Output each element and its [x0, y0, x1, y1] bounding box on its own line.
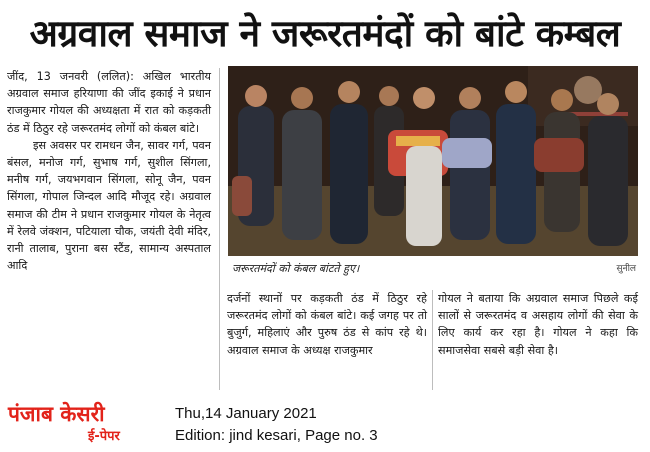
photo-caption: जरूरतमंदों को कंबल बांटते हुए। — [232, 262, 360, 275]
headline: अग्रवाल समाज ने जरूरतमंदों को बांटे कम्बल — [29, 12, 621, 55]
photo-credit: सुनील — [616, 264, 636, 274]
article-column-3 — [438, 290, 638, 359]
article-column-2 — [227, 290, 427, 359]
column-divider — [219, 68, 220, 390]
photo-illustration — [228, 66, 638, 256]
newspaper-logo: पंजाब केसरी — [8, 402, 105, 426]
article-paragraph: जींद, 13 जनवरी (ललित): अखिल भारतीय अग्रवाल समाज हरियाणा की जींद इकाई ने प्रधान राजकुमार गोयल की अध्यक्षता में रात को कड़कती ठंड में ठिठुर रहे जरूरतमंद लोगों को कंबल बांटे। — [7, 70, 211, 135]
article-paragraph: दर्जनों स्थानों पर कड़कती ठंड में ठिठुर रहे जरूरतमंद लोगों को कंबल बांटे। कई जगह पर तो बुजुर्ग, महिलाएं और पुरुष ठंड से कांप रहे थे। अग्रवाल समाज के अध्यक्ष राजकुमार — [227, 292, 427, 357]
article-paragraph: गोयल ने बताया कि अग्रवाल समाज पिछले कई सालों से जरूरतमंद व असहाय लोगों की सेवा के लिए कार्य कर रहा है। गोयल ने कहा कि समाजसेवा सबसे बड़ी सेवा है। — [438, 292, 638, 357]
article-paragraph: इस अवसर पर रामधन जैन, सावर गर्ग, पवन बंसल, मनोज गर्ग, सुभाष गर्ग, सुशील सिंगला, मनीष गर्ग, जयभगवान सिंगला, सोनू जैन, पवन सिंगला, गोपाल जिन्दल आदि मौजूद रहे। अग्रवाल समाज की टीम ने प्रधान राजकुमार गोयल के नेतृत्व में रेलवे जंक्शन, पटियाला चौक, जयंती देवी मंदिर, रानी तालाब, पुराना बस स्टैंड, सामान्य अस्पताल आदि — [7, 138, 211, 273]
article-column-1 — [7, 68, 211, 274]
publication-date: Thu,14 January 2021 — [175, 405, 317, 422]
column-divider — [432, 290, 433, 390]
news-photo — [228, 66, 638, 256]
epaper-label: ई-पेपर — [88, 429, 120, 444]
edition-info: Edition: jind kesari, Page no. 3 — [175, 427, 378, 444]
